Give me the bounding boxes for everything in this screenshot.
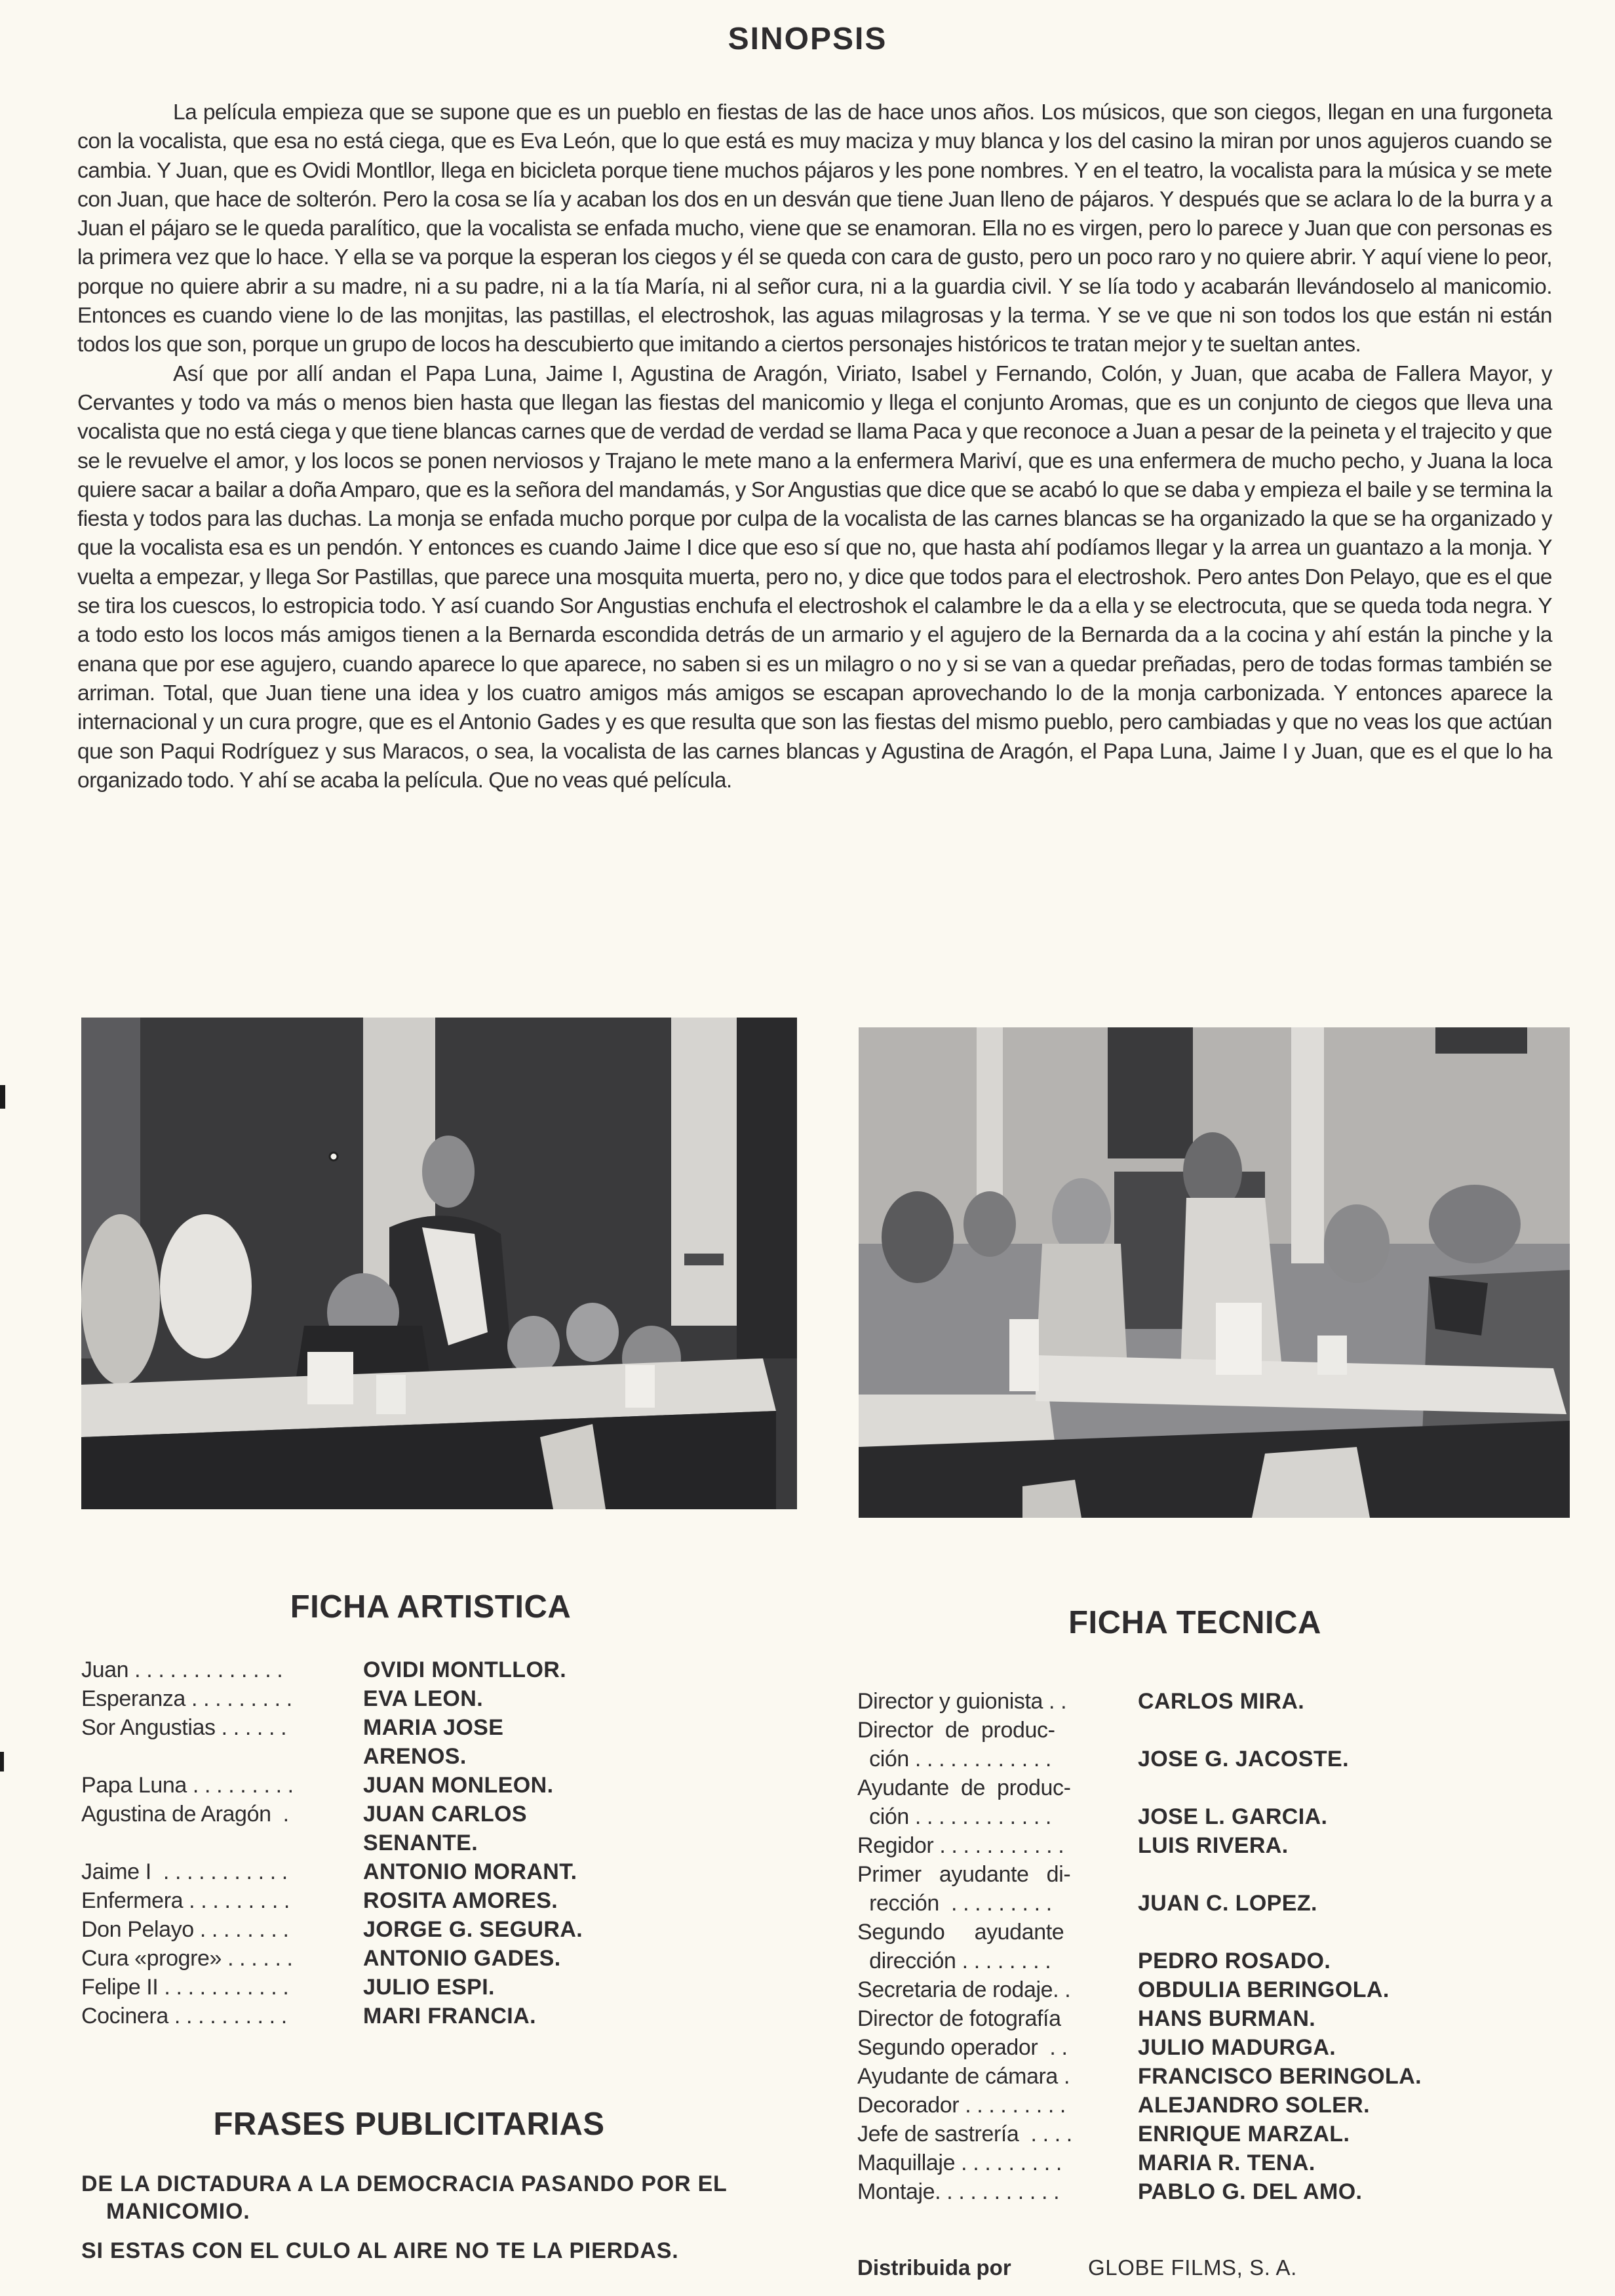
credit-role: Cura «progre» . . . . . . [81, 1946, 293, 1971]
credit-name: LUIS RIVERA. [1138, 1833, 1289, 1858]
credit-name: JULIO MADURGA. [1138, 2035, 1336, 2060]
credit-row [81, 1857, 665, 1886]
credit-role: Secretaria de rodaje. . [857, 1977, 1071, 2002]
credit-role: Jefe de sastrería . . . . [857, 2122, 1072, 2147]
credit-role: Segundo operador . . [857, 2035, 1068, 2060]
credit-row [81, 1655, 665, 1684]
frases-publicitarias-title: FRASES PUBLICITARIAS [213, 2107, 605, 2142]
ficha-tecnica-list [857, 1687, 1531, 2206]
credit-name: JULIO ESPI. [363, 1975, 495, 2000]
credit-role: dirección . . . . . . . . [857, 1949, 1051, 1973]
advertising-phrase: DE LA DICTADURA A LA DEMOCRACIA PASANDO POR EL MANICOMIO. [81, 2171, 728, 2224]
credit-role: Papa Luna . . . . . . . . . [81, 1773, 294, 1798]
credit-row [857, 1975, 1531, 2004]
credit-row [857, 2004, 1531, 2033]
credit-role: Felipe II . . . . . . . . . . . [81, 1975, 289, 2000]
credit-name [1138, 1918, 1531, 1947]
credit-name: MARI FRANCIA. [363, 2004, 536, 2029]
credit-role: Ayudante de produc- [857, 1775, 1071, 1800]
film-still-photo [859, 1027, 1570, 1518]
credit-name: ANTONIO GADES. [363, 1946, 561, 1971]
credit-name: HANS BURMAN. [1138, 2006, 1316, 2031]
credit-name: JORGE G. SEGURA. [363, 1917, 583, 1942]
credit-role: Ayudante de cámara . [857, 2064, 1070, 2089]
credit-row [81, 1771, 665, 1800]
credit-role: ción . . . . . . . . . . . . [857, 1747, 1051, 1771]
credit-name: OBDULIA BERINGOLA. [1138, 1977, 1390, 2002]
ficha-artistica-title: FICHA ARTISTICA [290, 1589, 572, 1625]
credit-role: ción . . . . . . . . . . . . [857, 1804, 1051, 1829]
credit-name: JOSE G. JACOSTE. [1138, 1747, 1349, 1771]
credit-name: JUAN MONLEON. [363, 1773, 554, 1798]
scan-edge-mark [0, 1752, 4, 1771]
credit-role: Director de produc- [857, 1718, 1055, 1743]
credit-role: Sor Angustias . . . . . . [81, 1715, 287, 1740]
credit-role: Agustina de Aragón . [81, 1802, 289, 1827]
sinopsis-title: SINOPSIS [728, 22, 887, 56]
credit-role [81, 1742, 363, 1771]
credit-role [81, 1829, 363, 1857]
credit-name [1138, 1860, 1531, 1889]
credit-row [81, 1829, 665, 1857]
credit-name: EVA LEON. [363, 1686, 484, 1711]
film-still-image [859, 1027, 1570, 1518]
credit-row [857, 1802, 1531, 1831]
credit-role: Montaje. . . . . . . . . . . [857, 2179, 1060, 2204]
advertising-phrase: SI ESTAS CON EL CULO AL AIRE NO TE LA PIERDAS. [81, 2238, 679, 2263]
credit-name: ENRIQUE MARZAL. [1138, 2122, 1350, 2147]
sinopsis-paragraph: Así que por allí andan el Papa Luna, Jaime I, Agustina de Aragón, Viriato, Isabel y Fernando, Colón, y Juan, que acaba de Fallera Mayor, y Cervantes y todo va más o menos bien hasta que llegan las fiestas del manicomio y llega el conjunto Aromas, que es un conjunto de ciegos que lleva una vocalista que no está ciega y que tiene blancas carnes que de verdad de verdad se llama Paca y que reconoce a Juan a pesar de la peineta y el trajecito y que se le revuelve el amor, y los locos se ponen nerviosos y Trajano le mete mano a la enfermera Mariví, que es una enfermera de mucho pecho, y Juana la loca quiere sacar a bailar a doña Amparo, que es la señora del mandamás, y Sor Angustias que dice que se acabó lo que se daba y empieza el baile y se termina la fiesta y todos para las duchas. La monja se enfada mucho porque por culpa de la vocalista de las carnes blancas se ha organizado la que se ha organizado y que la vocalista esa es un pendón. Y entonces es cuando Jaime I dice que eso sí que no, que hasta ahí podíamos llegar y la arrea un guantazo a la monja. Y vuelta a empezar, y llega Sor Pastillas, que parece una mosquita muerta, pero no, y dice que todos para el electroshok. Pero antes Don Pelayo, que es el que se tira los cuescos, lo estropicia todo. Y así cuando Sor Angustias enchufa el electroshok el calambre le da a ella y se electrocuta, que se queda toda negra. Y a todo esto los locos más amigos tienen a la Bernarda escondida detrás de un armario y el agujero de la Bernarda da a la cocina y ahí están la pinche y la enana que por ese agujero, cuando aparece lo que aparece, no saben si es un milagro o no y si se van a quedar preñadas, pero de todas formas también se arriman. Total, que Juan tiene una idea y los cuatro amigos más amigos se escapan aprovechando lo de la monja carbonizada. Y entonces aparece la internacional y un cura progre, que es el Antonio Gades y es que resulta que son las fiestas del mismo pueblo, pero cambiadas y que no veas los que actúan que son Paqui Rodríguez y sus Maracos, o sea, la vocalista de las carnes blancas y Agustina de Aragón, el Papa Luna, Jaime I y Juan, que es el que lo ha organizado todo. Y ahí se acaba la película. Que no veas qué película. [77, 361, 1552, 793]
credit-row [81, 1886, 665, 1915]
credit-row [857, 2148, 1531, 2177]
credit-name: JOSE L. GARCIA. [1138, 1804, 1328, 1829]
credit-row [81, 1915, 665, 1944]
credit-row [857, 2062, 1531, 2091]
credit-name: CARLOS MIRA. [1138, 1689, 1305, 1714]
sinopsis-text [77, 98, 1552, 795]
credit-role: Esperanza . . . . . . . . . [81, 1686, 292, 1711]
credit-role: Director y guionista . . [857, 1689, 1067, 1714]
scan-edge-mark [0, 1085, 5, 1109]
credit-role: Don Pelayo . . . . . . . . [81, 1917, 289, 1942]
credit-name: PABLO G. DEL AMO. [1138, 2179, 1363, 2204]
credit-name: ALEJANDRO SOLER. [1138, 2093, 1370, 2118]
credit-row [857, 1918, 1531, 1947]
credit-row [857, 1831, 1531, 1860]
ficha-artistica-list [81, 1655, 665, 2030]
credit-role: Director de fotografía [857, 2006, 1061, 2031]
credit-name: MARIA JOSE [363, 1715, 504, 1740]
credit-name: FRANCISCO BERINGOLA. [1138, 2064, 1422, 2089]
sinopsis-paragraph: La película empieza que se supone que es un pueblo en fiestas de las de hace unos años. Los músicos, que son ciegos, llegan en una furgoneta con la vocalista, que esa no está ciega, que es Eva León, que lo que está es muy maciza y muy blanca y los del casino la miran por unos agujeros cuando se cambia. Y Juan, que es Ovidi Montllor, llega en bicicleta porque tiene muchos pájaros y les pone nombres. Y en el teatro, la vocalista para la música y se mete con Juan, que hace de solterón. Pero la cosa se lía y acaban los dos en un desván que tiene Juan lleno de pájaros. Y después que se aclara lo de la burra y a Juan el pájaro se le queda paralítico, que la vocalista se enfada mucho, viene que se enamoran. Ella no es virgen, pero lo parece y Juan que con personas es la primera vez que lo hace. Y ella se va porque la esperan los ciegos y él se queda con cara de gusto, pero un poco raro y no quiere abrir. Y aquí viene lo peor, porque no quiere abrir a su madre, ni a su padre, ni a la tía María, ni al señor cura, ni a la guardia civil. Y se lía todo y acabarán llevándoselo al manicomio. Entonces es cuando viene lo de las monjitas, las pastillas, el electroshok, las aguas milagrosas y la terma. Y se ve que ni son todos los que están ni están todos los que son, porque un grupo de locos ha descubierto que imitando a ciertos personajes históricos te tratan mejor y te sueltan antes. [77, 100, 1552, 357]
credit-row [81, 1944, 665, 1973]
credit-row [857, 2033, 1531, 2062]
credit-row [857, 1947, 1531, 1975]
credit-row [857, 2091, 1531, 2120]
credit-name: SENANTE. [363, 1831, 478, 1855]
credit-name: JUAN C. LOPEZ. [1138, 1891, 1317, 1916]
credit-role: Maquillaje . . . . . . . . . [857, 2150, 1062, 2175]
credit-role: Cocinera . . . . . . . . . . [81, 2004, 287, 2029]
credit-role: Decorador . . . . . . . . . [857, 2093, 1066, 2118]
distribution-line [857, 2255, 1297, 2280]
credit-row [857, 1745, 1531, 1773]
credit-row [81, 2002, 665, 2030]
credit-name [1138, 1773, 1531, 1802]
credit-role: Jaime I . . . . . . . . . . . [81, 1859, 288, 1884]
credit-role: rección . . . . . . . . . [857, 1891, 1052, 1916]
credit-role: Enfermera . . . . . . . . . [81, 1888, 290, 1913]
credit-role: Segundo ayudante [857, 1920, 1064, 1945]
film-still-photo [81, 1018, 797, 1509]
credit-row [857, 1716, 1531, 1745]
credit-name: ARENOS. [363, 1744, 467, 1769]
credit-name: PEDRO ROSADO. [1138, 1949, 1331, 1973]
credit-role: Primer ayudante di- [857, 1862, 1071, 1887]
credit-role: Juan . . . . . . . . . . . . . [81, 1657, 283, 1682]
credit-name: MARIA R. TENA. [1138, 2150, 1315, 2175]
ficha-tecnica-title: FICHA TECNICA [1068, 1605, 1321, 1640]
credit-row [857, 2177, 1531, 2206]
credit-row [857, 2120, 1531, 2148]
credit-name: ROSITA AMORES. [363, 1888, 558, 1913]
credit-name [1138, 1716, 1531, 1745]
credit-row [81, 1742, 665, 1771]
credit-row [81, 1684, 665, 1713]
credit-row [857, 1889, 1531, 1918]
credit-row [857, 1687, 1531, 1716]
credit-role: Regidor . . . . . . . . . . . [857, 1833, 1064, 1858]
distribution-label: Distribuida por [857, 2255, 1011, 2280]
credit-row [81, 1973, 665, 2002]
distribution-company: GLOBE FILMS, S. A. [1088, 2255, 1297, 2280]
credit-name: JUAN CARLOS [363, 1802, 527, 1827]
credit-row [81, 1800, 665, 1829]
credit-row [857, 1860, 1531, 1889]
film-still-image [81, 1018, 797, 1509]
frases-publicitarias-list [81, 2170, 802, 2276]
credit-name: OVIDI MONTLLOR. [363, 1657, 567, 1682]
credit-name: ANTONIO MORANT. [363, 1859, 577, 1884]
credit-row [81, 1713, 665, 1742]
credit-row [857, 1773, 1531, 1802]
